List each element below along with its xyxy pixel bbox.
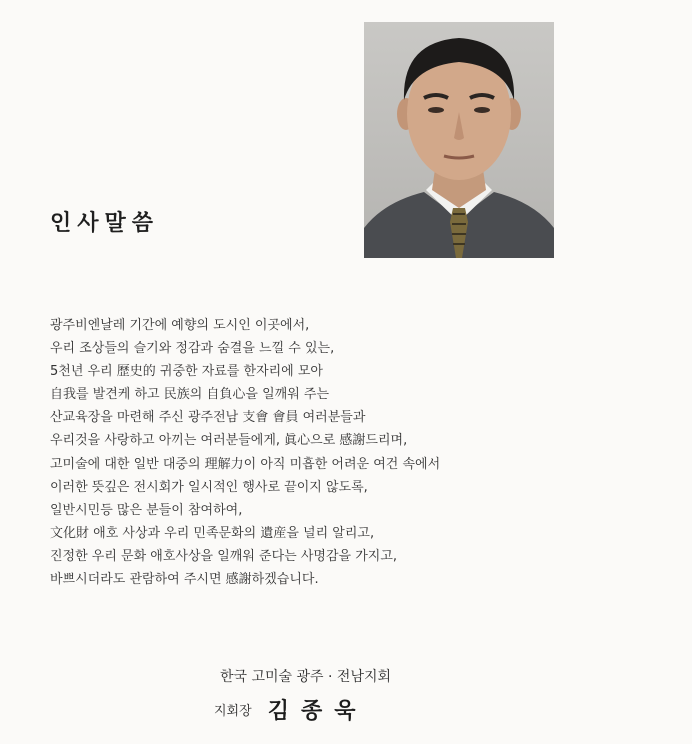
- signature-name: 김종욱: [267, 699, 368, 724]
- body-line: 自我를 발견케 하고 民族의 自負心을 일깨워 주는: [50, 387, 330, 403]
- greeting-heading: 인사말씀: [50, 211, 160, 236]
- body-line: 文化財 애호 사상과 우리 민족문화의 遺産을 널리 알리고,: [50, 525, 375, 541]
- body-line: 이러한 뜻깊은 전시회가 일시적인 행사로 끝이지 않도록,: [50, 479, 368, 495]
- greeting-body: [50, 314, 550, 591]
- body-line: 고미술에 대한 일반 대중의 理解力이 아직 미흡한 어려운 여건 속에서: [50, 456, 441, 472]
- signature-line: [214, 694, 367, 725]
- body-line: 우리 조상들의 슬기와 정감과 숨결을 느낄 수 있는,: [50, 341, 335, 357]
- body-line: 일반시민등 많은 분들이 참여하여,: [50, 502, 243, 518]
- body-line: 산교육장을 마련해 주신 광주전남 支會 會員 여러분들과: [50, 410, 366, 426]
- body-line: 광주비엔날레 기간에 예향의 도시인 이곳에서,: [50, 318, 310, 333]
- body-line: 우리것을 사랑하고 아끼는 여러분들에게, 眞心으로 感謝드리며,: [50, 433, 408, 449]
- body-line: 바쁘시더라도 관람하여 주시면 感謝하겠습니다.: [50, 572, 319, 588]
- portrait-photo: [364, 22, 554, 258]
- body-line: 5천년 우리 歷史的 귀중한 자료를 한자리에 모아: [50, 364, 323, 380]
- body-line: 진정한 우리 문화 애호사상을 일깨워 준다는 사명감을 가지고,: [50, 548, 398, 564]
- signature-title: 지회장: [214, 704, 252, 719]
- signature-organization: 한국 고미술 광주 · 전남지회: [220, 669, 392, 685]
